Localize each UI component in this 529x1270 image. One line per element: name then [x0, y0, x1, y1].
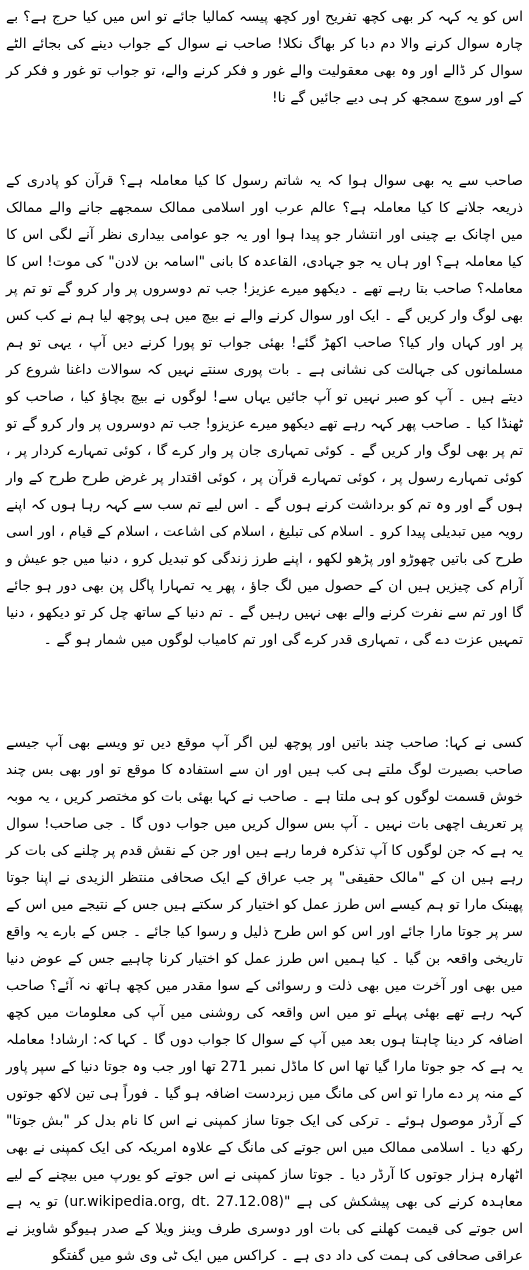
paragraph-spacer [6, 112, 523, 168]
paragraph-1: اس کو یہ کہہ کر بھی کچھ تفریح اور کچھ پیسہ کمالیا جائے تو اس میں کیا حرج ہے؟ بے چارہ سوال کرنے والا دم دبا کر بھاگ نکلا! صاحب نے سوال کے جواب دینے کی بجائے الٹے سوال کر ڈالے اور وہ بھی معقولیت والے غور و فکر کرنے والے، تو جواب تو غور و فکر کر کے اور سوچ سمجھ کر ہی دیے جائیں گے نا! [6, 9, 523, 106]
paragraph-spacer [6, 654, 523, 730]
paragraph-3: کسی نے کہا: صاحب چند باتیں اور پوچھ لیں اگر آپ موقع دیں تو ویسے بھی آپ جیسے صاحب بصیرت لوگ ملتے ہی کب ہیں اور ان سے استفادہ کا موقع تو اور بھی بس چند خوش قسمت لوگوں کو ہی ملتا ہے ۔ صاحب نے کہا بھئی بات کو مختصر کریں ، یہ موبہ پر تعریف اچھی بات نہیں ۔ آپ بس سوال کریں میں جواب دوں گا ۔ جی صاحب! سوال یہ ہے کہ جن لوگوں کا آپ تذکرہ فرما رہے ہیں اور جن کے نقش قدم پر چلنے کی بات کر رہے ہیں ان کے "مالک حقیقی" پر جب عراق کے ایک صحافی منتظر الزیدی نے اپنا جوتا پھینک مارا تو ہم کیسے اس طرز عمل کو اختیار کر سکتے ہیں جس کے نتیجے میں اس کے سر پر جوتا مارا جائے اور اس کو اس طرح ذلیل و رسوا کیا جائے ۔ جس کے بارے یہ واقع تاریخی واقعہ بن گیا ۔ کیا ہمیں اس طرز عمل کو اختیار کرنا چاہیے جس کے عوض دنیا میں بھی اور آخرت میں بھی ذلت و رسوائی کے سوا مقدر میں کچھ ہاتھ نہ آئے؟ صاحب کہہ رہے تھے بھئی پہلے تو میں اس واقعہ کی روشنی میں آپ کی معلومات میں کچھ اضافہ کر دینا چاہتا ہوں بعد میں آپ کے سوال کا جواب دوں گا ۔ کہا کہ: ارشاد! معاملہ یہ ہے کہ جو جوتا مارا گیا تھا اس کا ماڈل نمبر 271 تھا اور جب وہ جوتا دنیا کے سپر پاور کے منہ پر دے مارا تو اس کی مانگ میں زبردست اضافہ ہو گیا ۔ فوراً ہی تین لاکھ جوتوں کے آرڈر موصول ہوئے ۔ ترکی کی ایک جوتا ساز کمپنی نے اس کا نام بدل کر "بش جوتا" رکھ دیا ۔ اسلامی ممالک میں اس جوتے کی مانگ کے علاوہ امریکہ کی ایک کمپنی نے بھی اٹھارہ ہزار جوتوں کا آرڈر دیا ۔ جوتا ساز کمپنی نے اس جوتے کو یورپ میں بیچنے کے لیے معاہدہ کرنے کی بھی پیشکش کی ہے "(ur.wikipedia.org, dt. 27.12.08) تو یہ ہے اس جوتے کی قیمت کھلنے کی بات اور دوسری طرف وینز ویلا کے صدر ہیوگو شاویز نے عراقی صحافی کی ہمت کی داد دی ہے ۔ کراکس میں ایک ٹی وی شو میں گفتگو [6, 735, 523, 1264]
paragraph-2: صاحب سے یہ بھی سوال ہوا کہ یہ شاتم رسول کا کیا معاملہ ہے؟ قرآن کو پادری کے ذریعہ جلانے کا کیا معاملہ ہے؟ عالم عرب اور اسلامی ممالک سمجھے جانے والے ممالک میں اچانک بے چینی اور انتشار جو پیدا ہوا اور یہ جو عوامی بیداری نظر آنے لگی اس کا کیا معاملہ ہے؟ اور ہاں یہ جو جہادی، القاعدہ کا بانی "اسامہ بن لادن" کی موت! اس کا معاملہ؟ صاحب بتا رہے تھے ۔ دیکھو میرے عزیز! جب تم دوسروں پر وار کرو گے تو تم پر بھی لوگ وار کریں گے ۔ ایک اور سوال کرنے والے نے بیچ میں ہی پوچھ لیا ہم نے کب کس پر اور کہاں وار کیا؟ صاحب اکھڑ گئے! بھئی جواب تو پورا کرنے دیں آپ ، یہی تو ہم مسلمانوں کی جہالت کی نشانی ہے ۔ بات پوری سنتے نہیں کہ سوالات داغنا شروع کر دیتے ہیں ۔ آپ کو صبر نہیں تو آپ جائیں یہاں سے! لوگوں نے بیچ بچاؤ کیا ، صاحب کو ٹھنڈا کیا ۔ صاحب پھر کہہ رہے تھے دیکھو میرے عزیزو! جب تم دوسروں پر وار کرو گے تو تم پر بھی لوگ وار کریں گے ۔ کوئی تمہاری جان پر وار کرے گا ، کوئی تمہارے کردار پر ، کوئی تمہارے رسول پر ، کوئی تمہارے قرآن پر ، کوئی اقتدار پر غرض طرح طرح کے وار ہوں گے اور وہ تم کو برداشت کرنے ہوں گے ۔ اس لیے تم سب سے کہہ رہا ہوں کہ اپنے رویہ میں تبدیلی پیدا کرو ۔ اسلام کی تبلیغ ، اسلام کی اشاعت ، اسلام کے قیام ، اور اسی طرح کی باتیں چھوڑو اور پڑھو لکھو ، اپنے طرز زندگی کو تبدیل کرو ، دنیا میں جو عیش و آرام کی چیزیں ہیں ان کے حصول میں لگ جاؤ ، پھر یہ تمہارا پاگل پن بھی دور ہو جائے گا اور تم سے نفرت کرنے والے بھی نہیں رہیں گے ۔ تم دنیا کے ساتھ چل کر تو دیکھو ، دنیا تمہیں عزت دے گی ، تمہاری قدر کرے گی اور تم کامیاب لوگوں میں شمار ہو گے ۔ [6, 173, 523, 648]
